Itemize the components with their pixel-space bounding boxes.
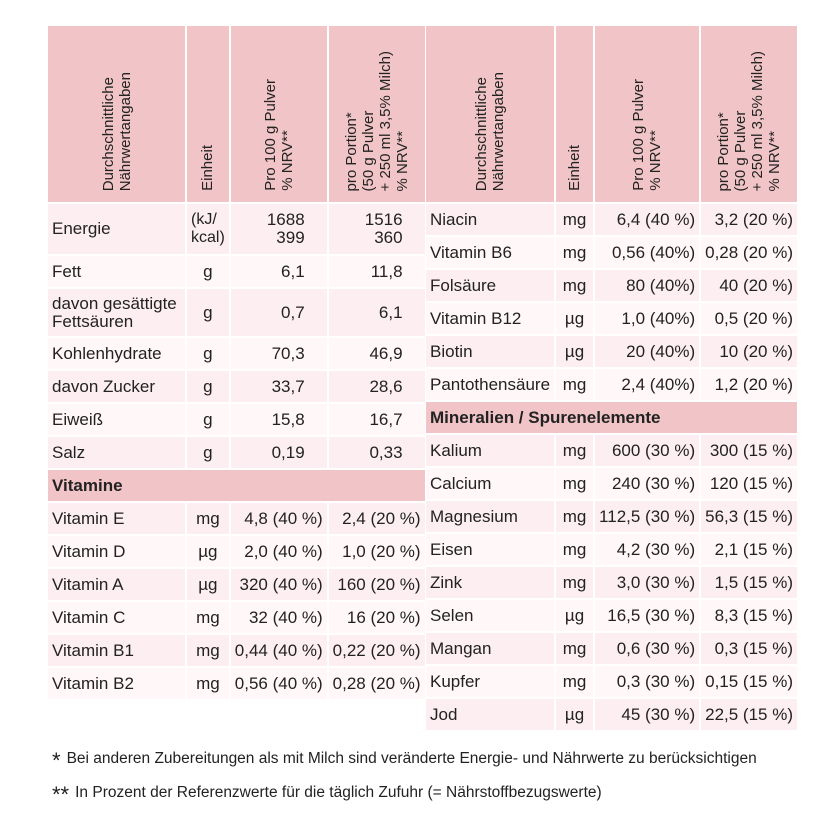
nutrient-unit: g xyxy=(187,289,229,336)
value-per100: 600 (30 %) xyxy=(595,435,699,466)
nutrient-name: Calcium xyxy=(426,468,554,499)
footnote-text: Bei anderen Zubereitungen als mit Milch sind veränderte Energie- und Nährwerte zu berücksichtigen xyxy=(66,750,757,767)
value-per-portion: 46,9 xyxy=(329,338,425,369)
table-row xyxy=(426,369,797,400)
value-per-portion: 6,1 xyxy=(329,289,425,336)
nutrient-unit: (kJ/ kcal) xyxy=(187,204,229,254)
nutrient-unit: mg xyxy=(556,567,593,598)
table-row xyxy=(48,256,425,287)
value-per-portion: 1,5 (15 %) xyxy=(701,567,797,598)
value-per-portion: 3,2 (20 %) xyxy=(701,204,797,235)
table-row xyxy=(426,501,797,532)
footnote-2 xyxy=(52,782,602,808)
value-per100: 0,3 (30 %) xyxy=(595,666,699,697)
nutrition-table-left xyxy=(46,24,427,701)
nutrient-name: Eisen xyxy=(426,534,554,565)
value-per100: 240 (30 %) xyxy=(595,468,699,499)
value-per100: 20 (40%) xyxy=(595,336,699,367)
value-per-portion: 16,7 xyxy=(329,404,425,435)
table-row xyxy=(48,371,425,402)
nutrient-name: Mangan xyxy=(426,633,554,664)
value-per100: 0,56 (40%) xyxy=(595,237,699,268)
nutrient-unit: mg xyxy=(187,602,229,633)
value-per-portion: 0,15 (15 %) xyxy=(701,666,797,697)
value-per100: 4,8 (40 %) xyxy=(231,503,327,534)
header-per-portion: pro Portion* (50 g Pulver + 250 ml 3,5% Milch) % NRV** xyxy=(342,50,411,191)
value-per100: 6,1 xyxy=(231,256,327,287)
mineralien-list xyxy=(426,435,797,730)
value-per100: 32 (40 %) xyxy=(231,602,327,633)
table-row xyxy=(426,204,797,235)
table-header xyxy=(48,26,425,202)
value-per100: 6,4 (40 %) xyxy=(595,204,699,235)
section-header-vitamine xyxy=(48,470,425,501)
value-per-portion: 0,28 (20 %) xyxy=(701,237,797,268)
value-per100: 320 (40 %) xyxy=(231,569,327,600)
value-per-portion: 11,8 xyxy=(329,256,425,287)
header-per100: Pro 100 g Pulver % NRV** xyxy=(261,79,296,191)
table-row xyxy=(426,633,797,664)
nutrient-unit: mg xyxy=(556,468,593,499)
nutrient-unit: mg xyxy=(187,668,229,699)
value-per-portion: 0,5 (20 %) xyxy=(701,303,797,334)
value-per-portion: 10 (20 %) xyxy=(701,336,797,367)
nutrient-name: Selen xyxy=(426,600,554,631)
footnote-marker: ** xyxy=(52,782,70,807)
nutrient-name: Vitamin D xyxy=(48,536,185,567)
nutrient-name: Zink xyxy=(426,567,554,598)
value-per-portion: 0,28 (20 %) xyxy=(329,668,425,699)
nutrient-unit: µg xyxy=(187,569,229,600)
value-per-portion: 1516 360 xyxy=(329,204,425,254)
table-row xyxy=(48,289,425,336)
value-per-portion: 8,3 (15 %) xyxy=(701,600,797,631)
nutrient-name: Fett xyxy=(48,256,185,287)
table-row xyxy=(48,602,425,633)
table-row xyxy=(426,666,797,697)
table-row xyxy=(426,567,797,598)
nutrient-name: Energie xyxy=(48,204,185,254)
value-per-portion: 56,3 (15 %) xyxy=(701,501,797,532)
table-row xyxy=(48,635,425,666)
value-per100: 2,0 (40 %) xyxy=(231,536,327,567)
value-per100: 45 (30 %) xyxy=(595,699,699,730)
value-per100: 16,5 (30 %) xyxy=(595,600,699,631)
value-per-portion: 1,0 (20 %) xyxy=(329,536,425,567)
table-row xyxy=(426,237,797,268)
nutrient-name: Vitamin E xyxy=(48,503,185,534)
nutrient-unit: µg xyxy=(556,336,593,367)
value-per100: 33,7 xyxy=(231,371,327,402)
nutrient-name: Kalium xyxy=(426,435,554,466)
nutrient-unit: mg xyxy=(556,501,593,532)
nutrient-name: Vitamin B6 xyxy=(426,237,554,268)
nutrient-unit: mg xyxy=(556,369,593,400)
value-per100: 0,56 (40 %) xyxy=(231,668,327,699)
nutrient-unit: g xyxy=(187,437,229,468)
nutrient-name: Vitamin B1 xyxy=(48,635,185,666)
nutrient-name: Niacin xyxy=(426,204,554,235)
value-per100: 4,2 (30 %) xyxy=(595,534,699,565)
table-row xyxy=(426,270,797,301)
nutrient-name: Vitamin A xyxy=(48,569,185,600)
value-per100: 1688 399 xyxy=(231,204,327,254)
table-row xyxy=(48,569,425,600)
vitamine-list xyxy=(48,503,425,699)
value-per100: 112,5 (30 %) xyxy=(595,501,699,532)
nutrient-unit: mg xyxy=(556,534,593,565)
vitamine-list xyxy=(426,204,797,400)
table-row xyxy=(426,534,797,565)
nutrient-unit: mg xyxy=(187,503,229,534)
nutrient-unit: µg xyxy=(556,303,593,334)
value-per100: 3,0 (30 %) xyxy=(595,567,699,598)
value-per-portion: 120 (15 %) xyxy=(701,468,797,499)
table-row xyxy=(48,338,425,369)
value-per100: 2,4 (40%) xyxy=(595,369,699,400)
table-header xyxy=(426,26,797,202)
value-per100: 1,0 (40%) xyxy=(595,303,699,334)
nutrient-name: Magnesium xyxy=(426,501,554,532)
nutrient-name: Vitamin C xyxy=(48,602,185,633)
header-name: Durchschnittliche Nährwertangaben xyxy=(473,71,508,191)
section-title: Vitamine xyxy=(48,470,425,501)
nutrient-unit: mg xyxy=(556,270,593,301)
table-row xyxy=(426,699,797,730)
header-unit: Einheit xyxy=(199,145,217,191)
nutrient-unit: mg xyxy=(556,204,593,235)
table-row xyxy=(426,336,797,367)
nutrient-unit: µg xyxy=(187,536,229,567)
table-row xyxy=(48,404,425,435)
value-per100: 0,19 xyxy=(231,437,327,468)
header-per-portion: pro Portion* (50 g Pulver + 250 ml 3,5% Milch) % NRV** xyxy=(715,50,784,191)
value-per-portion: 160 (20 %) xyxy=(329,569,425,600)
value-per-portion: 1,2 (20 %) xyxy=(701,369,797,400)
nutrient-unit: µg xyxy=(556,600,593,631)
nutrient-unit: mg xyxy=(556,237,593,268)
value-per100: 0,7 xyxy=(231,289,327,336)
footnote-1 xyxy=(52,748,757,774)
value-per100: 15,8 xyxy=(231,404,327,435)
table-row xyxy=(426,600,797,631)
nutrient-unit: mg xyxy=(556,435,593,466)
nutrient-unit: mg xyxy=(556,633,593,664)
header-per100: Pro 100 g Pulver % NRV** xyxy=(630,79,665,191)
nutrient-name: davon gesättigte Fettsäuren xyxy=(48,289,185,336)
nutrient-unit: mg xyxy=(187,635,229,666)
value-per-portion: 2,4 (20 %) xyxy=(329,503,425,534)
nutrient-name: Salz xyxy=(48,437,185,468)
value-per-portion: 28,6 xyxy=(329,371,425,402)
value-per-portion: 0,3 (15 %) xyxy=(701,633,797,664)
value-per-portion: 16 (20 %) xyxy=(329,602,425,633)
footnote-marker: * xyxy=(52,748,61,773)
value-per-portion: 300 (15 %) xyxy=(701,435,797,466)
nutrient-name: Vitamin B2 xyxy=(48,668,185,699)
table-row xyxy=(48,437,425,468)
table-row xyxy=(48,536,425,567)
nutrient-name: Kupfer xyxy=(426,666,554,697)
nutrient-name: davon Zucker xyxy=(48,371,185,402)
nutrient-unit: g xyxy=(187,256,229,287)
nutrient-unit: µg xyxy=(556,699,593,730)
table-row xyxy=(48,668,425,699)
table-row xyxy=(48,503,425,534)
nutrient-name: Jod xyxy=(426,699,554,730)
value-per100: 0,44 (40 %) xyxy=(231,635,327,666)
header-unit: Einheit xyxy=(566,145,584,191)
value-per-portion: 2,1 (15 %) xyxy=(701,534,797,565)
table-row xyxy=(426,435,797,466)
nutrient-name: Eiweiß xyxy=(48,404,185,435)
value-per-portion: 40 (20 %) xyxy=(701,270,797,301)
nutrient-unit: mg xyxy=(556,666,593,697)
nutrient-unit: g xyxy=(187,404,229,435)
section-title: Mineralien / Spurenelemente xyxy=(426,402,797,433)
value-per-portion: 0,33 xyxy=(329,437,425,468)
value-per100: 0,6 (30 %) xyxy=(595,633,699,664)
value-per-portion: 22,5 (15 %) xyxy=(701,699,797,730)
header-name: Durchschnittliche Nährwertangaben xyxy=(99,71,134,191)
table-row xyxy=(48,204,425,254)
nutrient-name: Vitamin B12 xyxy=(426,303,554,334)
nutrition-table-right xyxy=(424,24,799,732)
value-per-portion: 0,22 (20 %) xyxy=(329,635,425,666)
nutrient-unit: g xyxy=(187,371,229,402)
nutrient-name: Biotin xyxy=(426,336,554,367)
nutrient-unit: g xyxy=(187,338,229,369)
table-row xyxy=(426,468,797,499)
nutrient-name: Folsäure xyxy=(426,270,554,301)
nutrient-name: Kohlenhydrate xyxy=(48,338,185,369)
nutrient-name: Pantothensäure xyxy=(426,369,554,400)
section-header-mineralien xyxy=(426,402,797,433)
table-row xyxy=(426,303,797,334)
value-per100: 80 (40%) xyxy=(595,270,699,301)
value-per100: 70,3 xyxy=(231,338,327,369)
footnote-text: In Prozent der Referenzwerte für die täglich Zufuhr (= Nährstoffbezugswerte) xyxy=(75,784,602,801)
